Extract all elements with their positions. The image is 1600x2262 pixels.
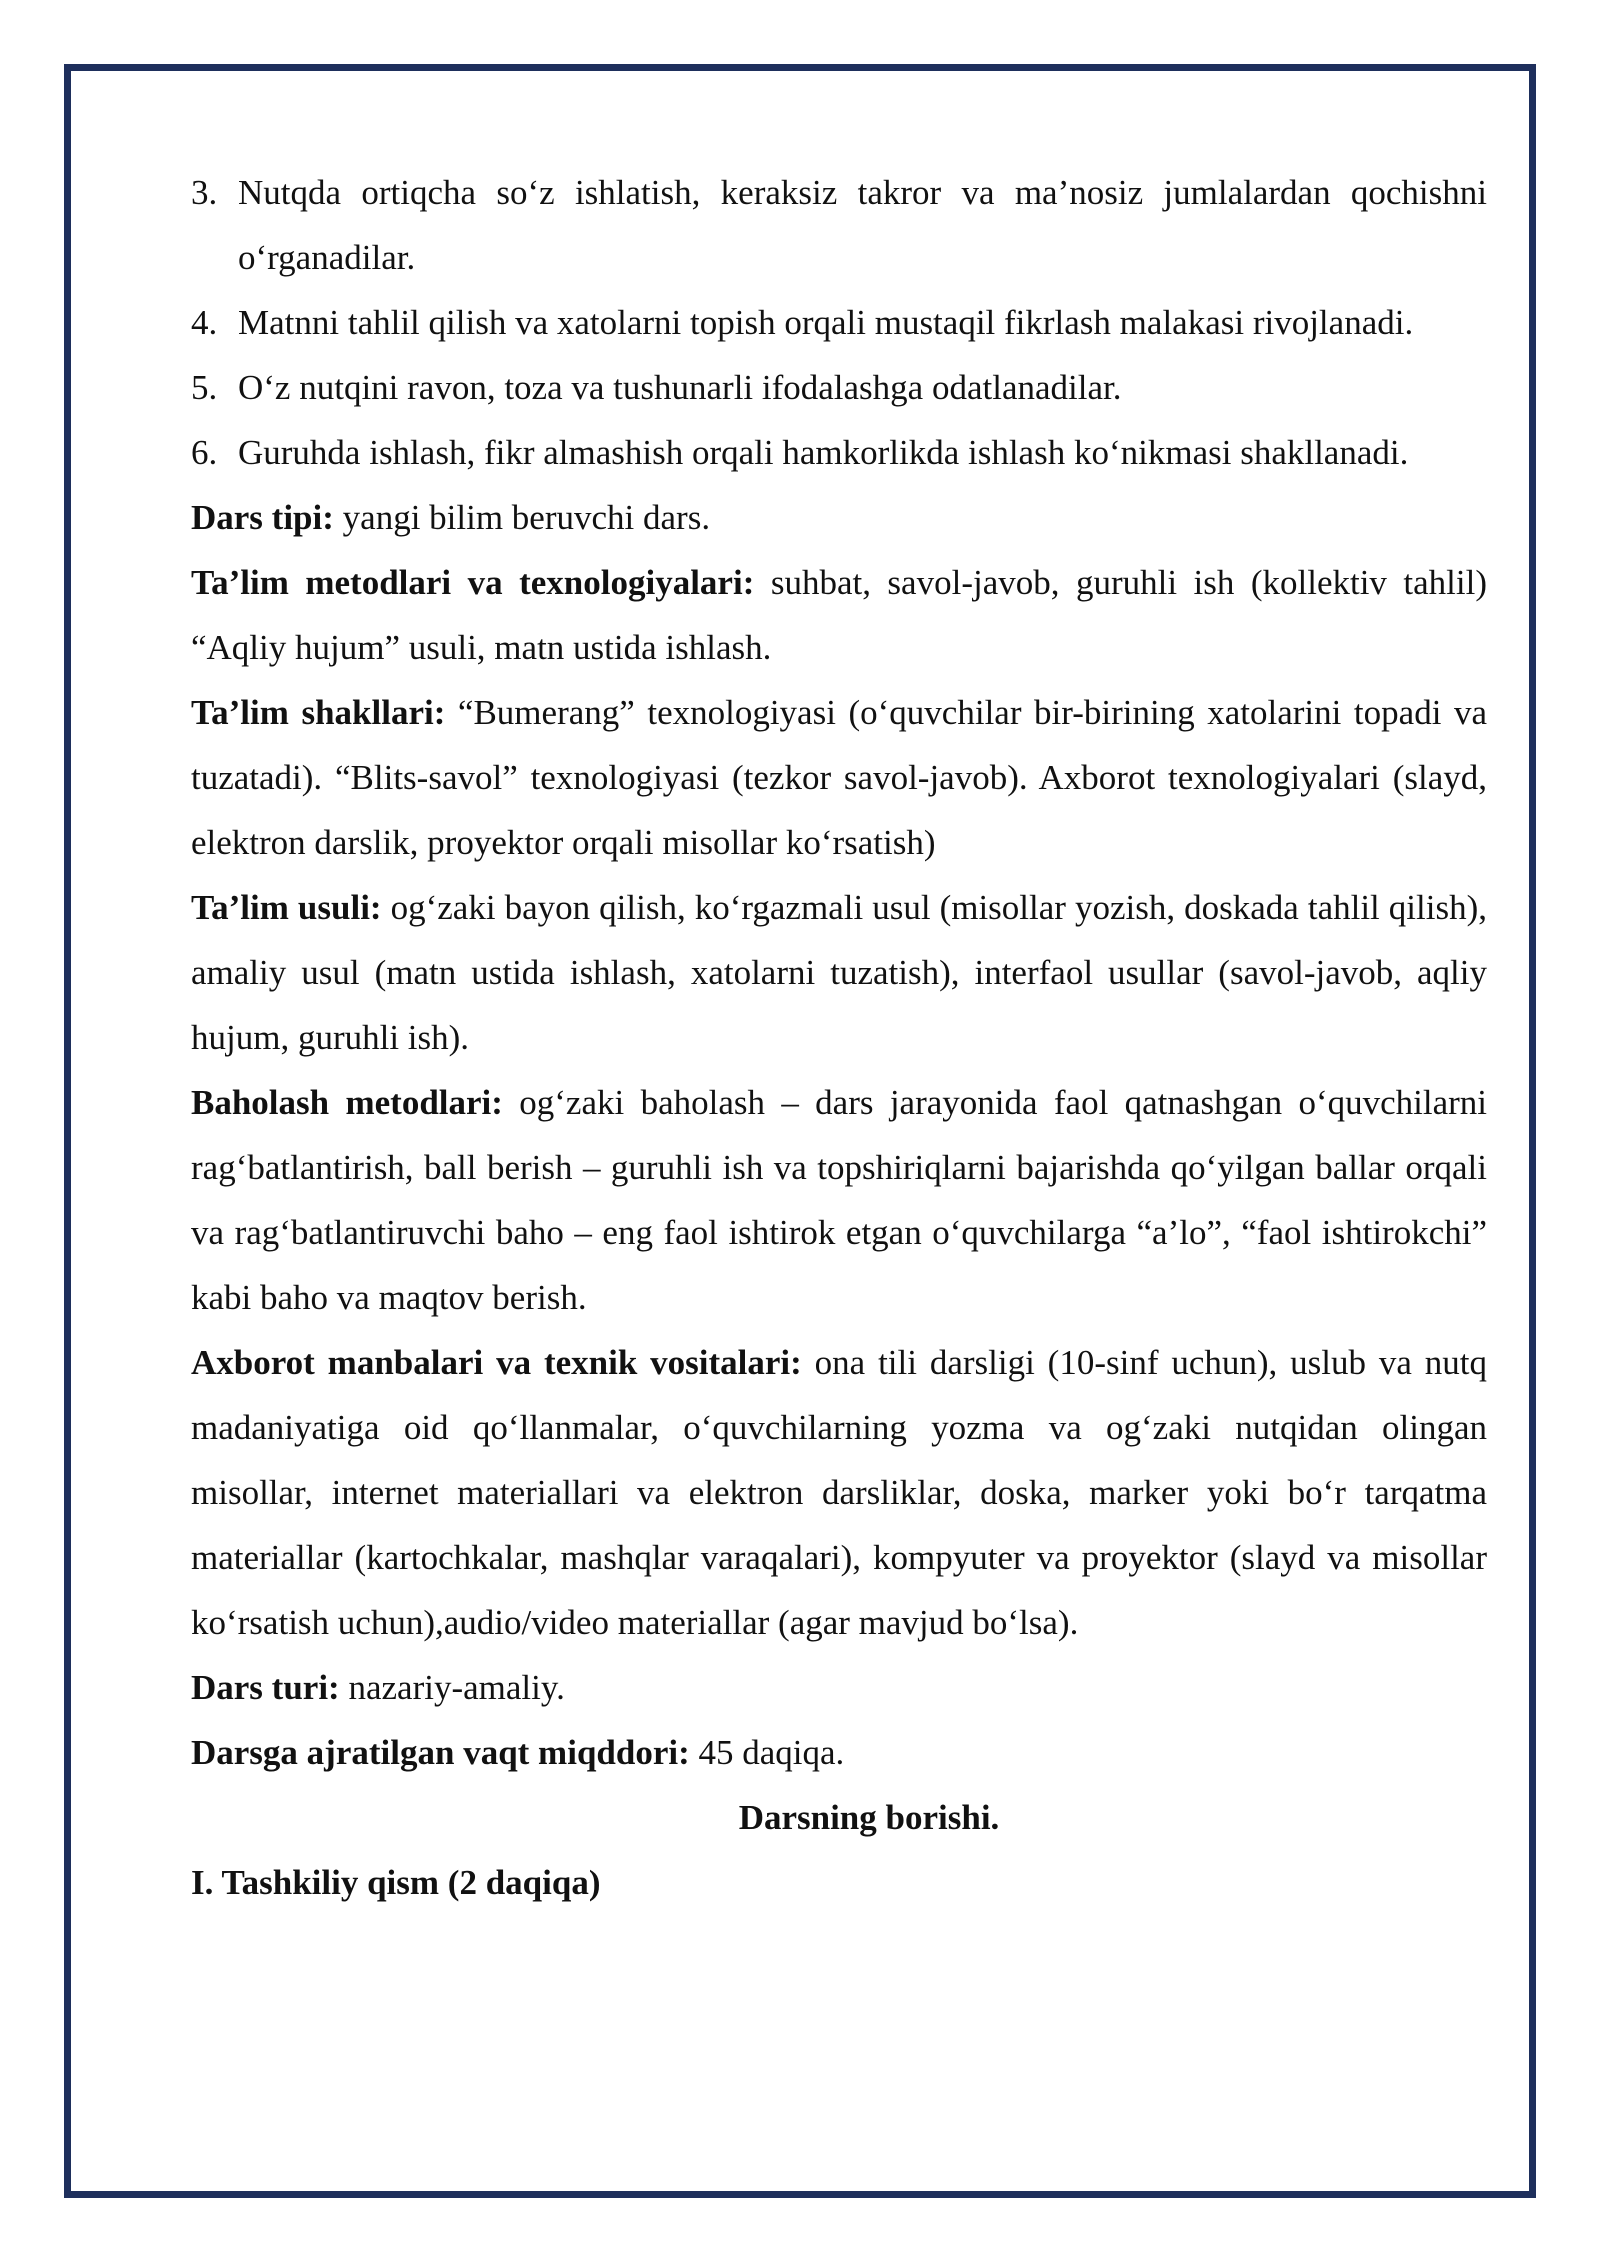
talim-shakllari-label: Ta’lim shakllari:	[191, 693, 446, 732]
list-text: O‘z nutqini ravon, toza va tushunarli ifodalashga odatlanadilar.	[238, 368, 1122, 407]
talim-shakllari-paragraph	[191, 680, 1487, 875]
dars-turi-paragraph	[191, 1655, 1487, 1720]
document-body	[191, 160, 1487, 1915]
talim-metodlari-text: suhbat, savol-javob, guruhli ish (kollektiv tahlil) “Aqliy hujum” usuli, matn ustida ishlash.	[191, 563, 1487, 667]
list-text: Nutqda ortiqcha so‘z ishlatish, keraksiz takror va ma’nosiz jumlalardan qochishni o‘rganadilar.	[238, 173, 1487, 277]
list-item	[191, 420, 1487, 485]
baholash-paragraph	[191, 1070, 1487, 1330]
talim-usuli-label: Ta’lim usuli:	[191, 888, 382, 927]
list-number: 6.	[191, 433, 218, 472]
axborot-text: ona tili darsligi (10-sinf uchun), uslub va nutq madaniyatiga oid qo‘llanmalar, o‘quvchilarning yozma va og‘zaki nutqidan olingan misollar, internet materiallari va elektron darsliklar, doska, marker yoki bo‘r tarqatma materiallar (kartochkalar, mashqlar varaqalari), kompyuter va proyektor (slayd va misollar ko‘rsatish uchun),audio/video materiallar (agar mavjud bo‘lsa).	[191, 1343, 1487, 1642]
section-heading: Darsning borishi.	[738, 1798, 1000, 1837]
baholash-label: Baholash metodlari:	[191, 1083, 503, 1122]
vaqt-label: Darsga ajratilgan vaqt miqddori:	[191, 1733, 690, 1772]
subsection-heading: I. Tashkiliy qism (2 daqiqa)	[191, 1863, 601, 1902]
list-number: 3.	[191, 173, 218, 212]
talim-usuli-text: og‘zaki bayon qilish, ko‘rgazmali usul (misollar yozish, doskada tahlil qilish), amaliy usul (matn ustida ishlash, xatolarni tuzatish), interfaol usullar (savol-javob, aqliy hujum, guruhli ish).	[191, 888, 1487, 1057]
list-item	[191, 355, 1487, 420]
talim-metodlari-label: Ta’lim metodlari va texnologiyalari:	[191, 563, 755, 602]
list-item	[191, 160, 1487, 290]
outcomes-list	[191, 160, 1487, 485]
dars-turi-label: Dars turi:	[191, 1668, 340, 1707]
dars-tipi-paragraph	[191, 485, 1487, 550]
axborot-label: Axborot manbalari va texnik vositalari:	[191, 1343, 802, 1382]
list-number: 5.	[191, 368, 218, 407]
dars-turi-text: nazariy-amaliy.	[339, 1668, 565, 1707]
list-number: 4.	[191, 303, 218, 342]
list-text: Guruhda ishlash, fikr almashish orqali hamkorlikda ishlash ko‘nikmasi shakllanadi.	[238, 433, 1409, 472]
dars-tipi-label: Dars tipi:	[191, 498, 334, 537]
vaqt-paragraph	[191, 1720, 1487, 1785]
talim-metodlari-paragraph	[191, 550, 1487, 680]
dars-tipi-text: yangi bilim beruvchi dars.	[333, 498, 711, 537]
list-text: Matnni tahlil qilish va xatolarni topish orqali mustaqil fikrlash malakasi rivojlanadi.	[238, 303, 1414, 342]
baholash-text: og‘zaki baholash – dars jarayonida faol qatnashgan o‘quvchilarni rag‘batlantirish, ball berish – guruhli ish va topshiriqlarni bajarishda qo‘yilgan ballar orqali va rag‘batlantiruvchi baho – eng faol ishtirok etgan o‘quvchilarga “a’lo”, “faol ishtirokchi” kabi baho va maqtov berish.	[191, 1083, 1487, 1317]
axborot-paragraph	[191, 1330, 1487, 1655]
vaqt-text: 45 daqiqa.	[689, 1733, 845, 1772]
talim-usuli-paragraph	[191, 875, 1487, 1070]
list-item	[191, 290, 1487, 355]
talim-shakllari-text: “Bumerang” texnologiyasi (o‘quvchilar bir-birining xatolarini topadi va tuzatadi). “Blits-savol” texnologiyasi (tezkor savol-javob). Axborot texnologiyalari (slayd, elektron darslik, proyektor orqali misollar ko‘rsatish)	[191, 693, 1488, 862]
